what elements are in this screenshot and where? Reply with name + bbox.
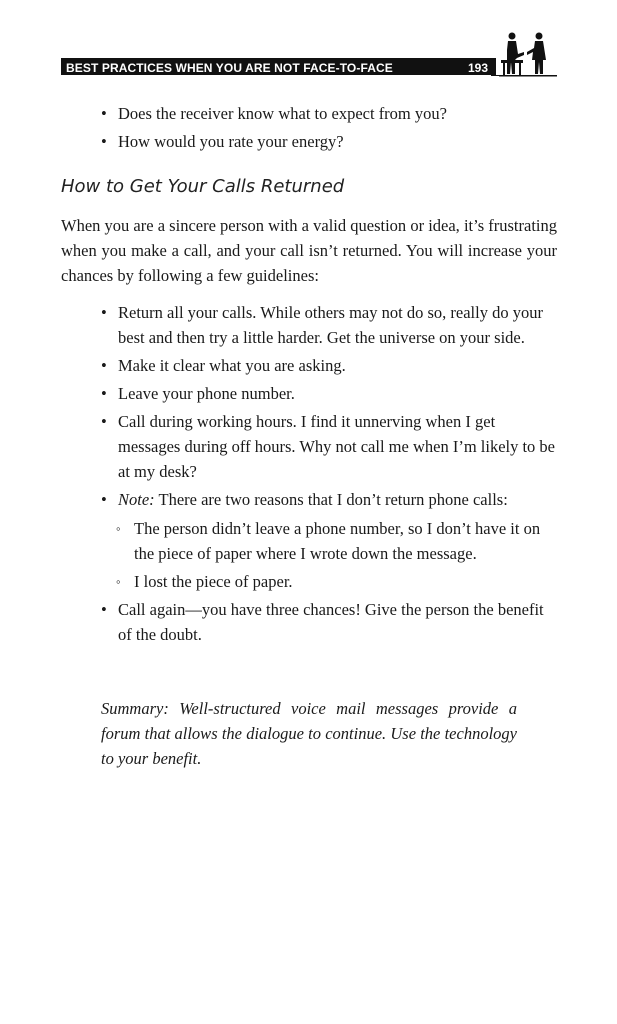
running-header: [61, 56, 551, 78]
note-item: • Note: There are two reasons that I don’t return phone calls: ◦ The person didn’t leave a phone number, so I don’t have it on the piece of paper where I wrote down the message. ◦ I lost the piece of paper.: [118, 487, 560, 594]
list-item: • Return all your calls. While others may not do so, really do your best and then try a little harder. Get the universe on your side.: [101, 303, 543, 347]
intro-paragraph: When you are a sincere person with a valid question or idea, it’s frustrating when you make a call, and your call isn’t returned. You will increase your chances by following a few guidelines:: [61, 216, 557, 285]
sub-list-item: ◦ I lost the piece of paper.: [116, 572, 293, 591]
top-bullet-list: [101, 101, 563, 157]
summary-paragraph: Summary: Well-structured voice mail messages provide a forum that allows the dialogue to continue. Use the technology to your benefit.: [101, 699, 517, 768]
list-item: • Leave your phone number.: [101, 384, 295, 403]
running-header-title: BEST PRACTICES WHEN YOU ARE NOT FACE-TO-FACE: [66, 61, 393, 75]
page-number: 193: [467, 61, 488, 75]
list-item: • Make it clear what you are asking.: [101, 356, 346, 375]
note-sub-list: [116, 516, 560, 594]
guidelines-list: [101, 300, 560, 650]
list-item: • Call again—you have three chances! Give the person the benefit of the doubt.: [101, 600, 544, 644]
note-label: Note:: [118, 490, 155, 509]
header-bar: [61, 58, 496, 75]
section-heading: How to Get Your Calls Returned: [61, 176, 345, 197]
list-item: • How would you rate your energy?: [101, 132, 344, 151]
sub-list-item: ◦ The person didn’t leave a phone number, so I don’t have it on the piece of paper where I wrote down the message.: [116, 519, 541, 563]
list-item: • Call during working hours. I find it unnerving when I get messages during off hours. Why not call me when I’m likely to be at my desk?: [101, 412, 556, 481]
handshake-logo-icon: [499, 30, 557, 78]
list-item: • Does the receiver know what to expect from you?: [101, 104, 447, 123]
